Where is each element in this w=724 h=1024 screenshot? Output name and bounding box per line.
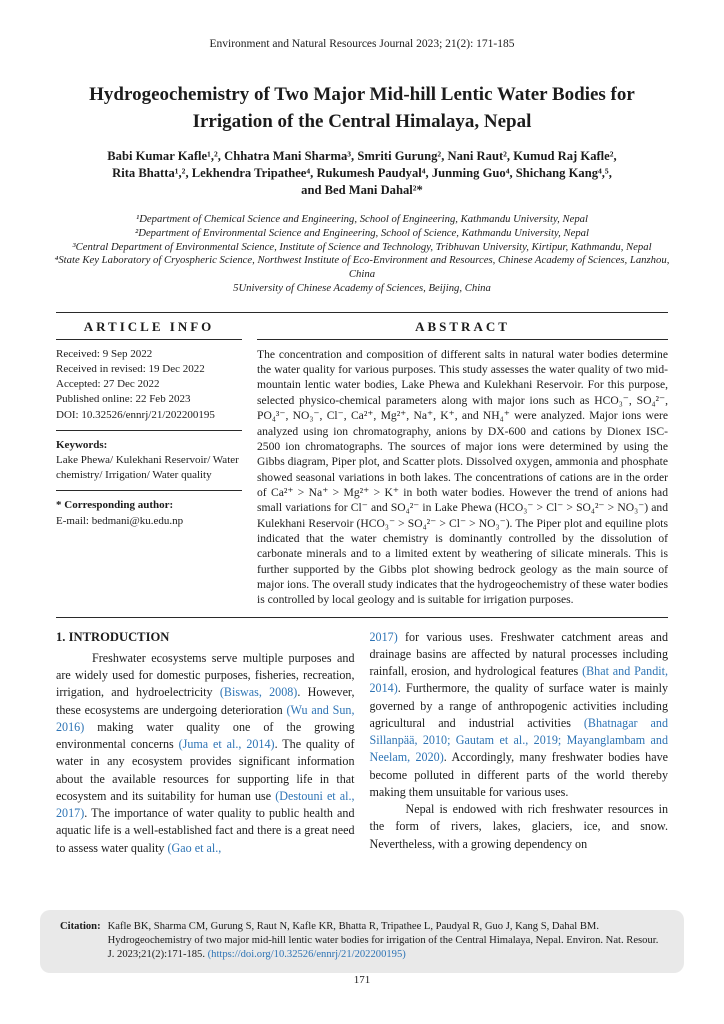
affiliation-line: ²Department of Environmental Science and Engineering, School of Science, Kathmandu University, Nepal (135, 226, 589, 239)
text-segment: . Accordingly, many freshwater bodies have become polluted in different parts of the world thereby making them unsuitable for various uses. (369, 750, 668, 799)
citation-link[interactable]: (Biswas, 2008) (219, 685, 298, 700)
affiliation-list (0, 213, 724, 296)
article-info-panel (56, 313, 242, 608)
text-segment: . The importance of water quality to public health and aquatic life is a well-established fact and there is a great need to assess water quality (56, 806, 355, 855)
introduction-section (56, 629, 668, 857)
citation-link[interactable]: (Bhatnagar and Sillanpää, 2010; Gautam et al., 2019; Mayanglambam and Neelam, 2020) (369, 715, 668, 765)
received-date: Received: 9 Sep 2022 (56, 347, 153, 360)
body-column-right (370, 629, 669, 857)
info-abstract-panel (56, 312, 668, 618)
journal-header: Environment and Natural Resources Journal 2023; 21(2): 171-185 (209, 38, 515, 50)
text-segment: Kafle BK, Sharma CM, Gurung S, Raut N, Kafle KR, Bhatta R, Tripathee L, Paudyal R, Guo J, Kang S, Dahal BM. Hydrogeochemistry of two major mid-hill lentic water bodies for irrigation of the Central Himalaya, Nepal. Environ. Nat. Resour. J. 2023;21(2):171-185. (107, 921, 659, 961)
affiliation-line: ¹Department of Chemical Science and Engineering, School of Engineering, Kathmandu University, Nepal (135, 213, 588, 225)
corresponding-author-block (56, 491, 242, 535)
citation-link[interactable]: (Bhat and Pandit, 2014) (369, 664, 668, 696)
corresponding-author-heading: * Corresponding author: (56, 499, 174, 512)
citation-link[interactable]: (https://doi.org/10.32526/ennrj/21/202200195) (207, 949, 406, 961)
introduction-paragraph: Nepal is endowed with rich freshwater resources in the form of rivers, lakes, glaciers, ice, and snow. Nevertheless, with a growing dependency on (369, 802, 668, 851)
author-line: and Bed Mani Dahal²* (301, 183, 423, 197)
body-column-left (56, 629, 355, 857)
text-segment: making water quality one of the growing environmental concerns (56, 719, 355, 752)
introduction-heading: 1. INTRODUCTION (56, 629, 170, 644)
article-info-dates (56, 340, 242, 430)
text-segment: for various uses. Freshwater catchment areas and drainage basins are affected by natural processes including rainfall, erosion, and hydrological features (369, 629, 668, 679)
citation-box (40, 910, 684, 973)
author-list (0, 148, 724, 199)
citation-link[interactable]: (Wu and Sun, 2016) (56, 702, 355, 734)
keywords-block (56, 431, 242, 491)
citation-link[interactable]: 2017) (369, 629, 398, 644)
introduction-paragraph (56, 650, 355, 857)
citation-link[interactable]: (Gao et al., (167, 840, 222, 855)
text-segment: . The quality of water in any ecosystem provides significant information about the available resources for supporting life in that ecosystem and its suitability for human use (56, 737, 355, 803)
citation-label: Citation: (60, 921, 101, 932)
affiliation-line: ³Central Department of Environmental Science, Institute of Science and Technology, Tribhuvan University, Kirtipur, Kathmandu, Nepal (72, 240, 652, 253)
author-line: Rita Bhatta¹,², Lekhendra Tripathee⁴, Rukumesh Paudyal⁴, Junming Guo⁴, Shichang Kang⁴,⁵, (112, 166, 612, 180)
abstract-panel (257, 313, 668, 608)
keywords-heading: Keywords: (56, 438, 108, 451)
author-line: Babi Kumar Kafle¹,², Chhatra Mani Sharma³, Smriti Gurung², Nani Raut², Kumud Raj Kafle², (107, 149, 617, 163)
revised-date: Received in revised: 19 Dec 2022 (56, 362, 205, 375)
abstract-heading: ABSTRACT (257, 313, 668, 340)
accepted-date: Accepted: 27 Dec 2022 (56, 378, 160, 391)
affiliation-line: 5University of Chinese Academy of Sciences, Beijing, China (233, 281, 491, 294)
citation-text (108, 920, 666, 963)
text-segment: Freshwater ecosystems serve multiple purposes and are widely used for domestic purposes, fisheries, recreation, irrigation, and hydroelectricity (56, 650, 355, 700)
abstract-text: The concentration and composition of different salts in natural water bodies determine the water quality for various purposes. This study assesses the water quality of two mid-mountain lentic water bodies, Lake Phewa and Kulekhani Reservoir. For this purpose, selected physico-chemical parameters along with major ions such as HCO₃⁻, SO₄²⁻, PO₄³⁻, NO₃⁻, Cl⁻, Ca²⁺, Mg²⁺, Na⁺, K⁺, and NH₄⁺ were analyzed. Major ions were analyzed using ion chromatography, anions by DX-600 and cations by Dionex ISC-2500 ion chromatographs. The sources of major ions were determined by using the Gibbs diagram, Piper plot, and Scatter plots. Dissolved oxygen, ammonia and phosphate showed seasonal variations in both lakes. The concentrations of cations are in the order of Ca²⁺ > Na⁺ > Mg²⁺ > K⁺ in both water bodies. However the trend of anions had small variations for Cl⁻ and SO₄²⁻ in Lake Phewa (HCO₃⁻ > Cl⁻ > SO₄²⁻ > NO₃⁻) and Kulekhani Reservoir (HCO₃⁻ > SO₄²⁻ > Cl⁻ > NO₃⁻). The Piper plot and equiline plots indicated that the water chemistry is dominantly controlled by the dissolution of carbonate minerals and to a limited extent by weathering of silicate minerals. This is further supported by the Gibbs plot showing bedrock geology as the main source of major ions. The overall study indicates that the hydrogeochemistry of these water bodies is controlled by local geology and is suitable for irrigation purposes. (257, 347, 668, 607)
text-segment: . However, these ecosystems are undergoing deterioration (56, 685, 355, 717)
corresponding-author-email: E-mail: bedmani@ku.edu.np (56, 514, 184, 527)
published-date: Published online: 22 Feb 2023 (56, 393, 191, 406)
keywords-text: Lake Phewa/ Kulekhani Reservoir/ Water chemistry/ Irrigation/ Water quality (56, 454, 239, 482)
citation-link[interactable]: (Juma et al., 2014) (178, 737, 275, 752)
doi-value: DOI: 10.32526/ennrj/21/202200195 (56, 408, 215, 421)
citation-link[interactable]: (Destouni et al., 2017) (56, 788, 355, 821)
text-segment: . Furthermore, the quality of surface water is mainly governed by a range of anthropogenic activities including agricultural and industrial activities (369, 681, 668, 730)
paper-title: Hydrogeochemistry of Two Major Mid-hill Lentic Water Bodies for Irrigation of the Central Himalaya, Nepal (89, 84, 635, 132)
page-number: 171 (353, 974, 371, 986)
introduction-paragraph (370, 629, 669, 802)
affiliation-line: ⁴State Key Laboratory of Cryospheric Science, Northwest Institute of Eco-Environment and Resources, Chinese Academy of Sciences, Lanzhou, China (54, 254, 670, 281)
article-info-heading: ARTICLE INFO (56, 313, 242, 340)
